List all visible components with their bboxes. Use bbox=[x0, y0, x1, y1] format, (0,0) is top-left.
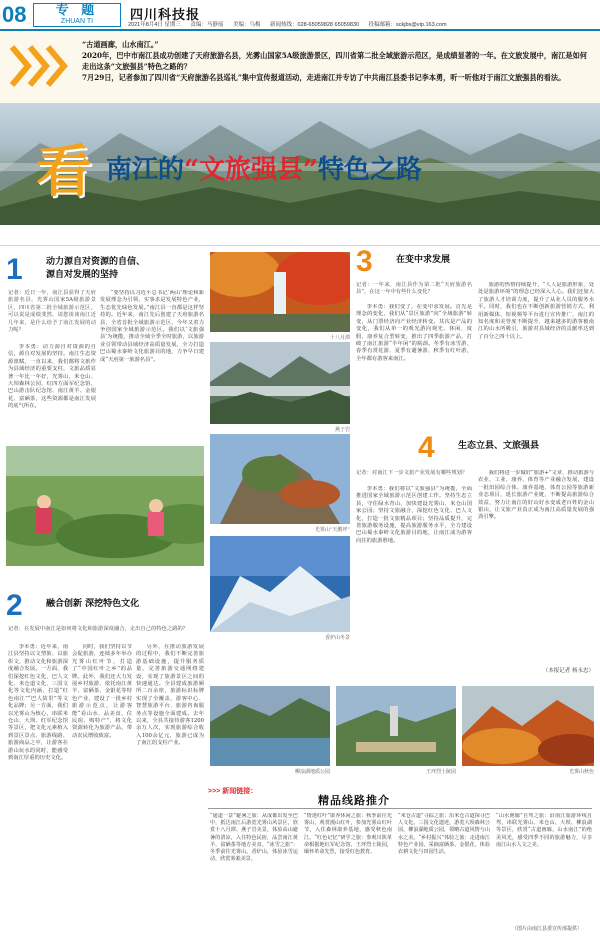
intro-paragraph-2: 7月29日，记者参加了四川省“天府旅游名县巡礼”集中宣传报道活动，走进南江并专访了中共南江县委书记李本勇，听一听他对于南江文旅强县的看法。 bbox=[82, 73, 566, 82]
section-name: 专 题 bbox=[55, 3, 99, 18]
photo-winter-peak bbox=[210, 536, 350, 632]
section-3-number: 3 bbox=[356, 245, 373, 278]
photo-martyrs-cemetery bbox=[336, 686, 456, 766]
section-2-col-1 bbox=[8, 644, 68, 932]
caption-photo-6: 王坪烈士陵园 bbox=[425, 769, 456, 775]
caption-photo-1: 十八月潭 bbox=[329, 335, 350, 341]
section-3-text-1: 李本勇：我们变了，在变中求发展。首先是理念的变化，我们从“景区旅游”向“全域旅游”转变，从门票经济向产业经济转变。其次是产品的变化，我们从单一的观光游向观光、休闲、度假、康养复合型转变，推出了四季旅游产品，打破了南江旅游“半年闲”的瓶颈。冬季有冰雪游、春季有赏花游、夏季有避暑游、秋季有红叶游，全年都有游客来南江。 bbox=[356, 304, 472, 362]
routes-title: 精品线路推介 bbox=[318, 794, 390, 807]
section-2-text-3: 另外，在推动旅游发展的过程中，我们不断完善旅游基础设施，提升服务质量，完善旅游交通网络建设，实现了旅游景区之间的快速通达。全县建成旅游厕所二百余座，旅游标识标牌实现了全覆盖，游客中心、智慧旅游平台、旅游咨询服务点等设施全面建成。去年以来，全县共接待游客1200余万人次，实现旅游综合收入100余亿元，旅游已成为了南江的支柱产业。 bbox=[136, 644, 204, 747]
title-post: 特色之路 bbox=[317, 155, 422, 185]
hero-kan-character: 看 bbox=[36, 139, 92, 205]
section-1-heading bbox=[6, 252, 206, 288]
section-3-text-2: 旅游的热情持续提升，“人人是旅游形象，处处是旅游环境”的理念已经深入人心。我们还加大了旅游人才培训力度，提升了从业人员的服务水平。同时，我们也在不断创新旅游营销方式，利用新媒体、短视频等平台进行宣传推广，南江的知名度和美誉度不断提升，越来越多的游客被南江的山水所吸引，旅游对县域经济的贡献率达到了百分之四十以上。 bbox=[478, 282, 594, 340]
section-2-col-2 bbox=[72, 644, 132, 932]
caption-photo-5: 柳浪湖地质公园 bbox=[294, 769, 330, 775]
section-3-title: 在变中求发展 bbox=[396, 255, 451, 265]
section-4-text-1: 李本勇：我们将以“文旅强县”为统揽，全面推进国家全域旅游示范区创建工作。坚持生态立县，守住绿水青山，加快建设光雾山、米仓山国家公园；坚持文旅融合，深挖红色文化、巴人文化，打造一批文旅精品项目；坚持品质提升，完善旅游服务设施，提高旅游服务水平，全力建设巴山蜀水秦岭文化旅游目的地，让南江成为游客向往的旅游胜地。 bbox=[356, 486, 472, 544]
section-4-question: 记者：对南江下一步文旅产业发展有哪些规划？ bbox=[356, 470, 468, 476]
photo-tea-picking bbox=[6, 446, 204, 566]
section-2-text-2: 同时，我们坚持以节会促旅游，连续多年举办光雾山红叶节，打造了“中国红叶之乡”的品牌。此外，我们还大力发展乡村旅游，依托南江黄羊、富硒茶、金银花等特色产业，建设了一批乡村旅游示范点，让游客能“看山水、品美食、住民宿、购特产”，将文化资源转化为旅游产品，带动农民增收致富。 bbox=[72, 644, 132, 739]
route-column-3: “米仓古道”寻踪之旅：沿米仓古道探寻巴人文化、三国文化遗迹，游览大坝森林公园、柳浪湖地质公园，领略古道风情与山水之美。“乡村振兴”体验之旅：走进南江特色产业园，采摘富硒茶、金银花，体验农耕文化与田园生活。 bbox=[398, 813, 490, 856]
caption-photo-4: 香炉山冬景 bbox=[324, 635, 350, 641]
route-column-4: “山水画廊”自驾之旅：沿南江旅游环线自驾，串联光雾山、米仓山、大坝、柳浪湖等景区，欣赏“古道画廊，山水南江”的绝美风光，感受四季不同的旅游魅力，尽享南江山水人文之美。 bbox=[496, 813, 592, 848]
section-label bbox=[33, 3, 121, 27]
route-column-2: “情迷红叶”康养休闲之旅：秋季前往光雾山，观赏漫山红叶，参加光雾山红叶节，入住森林康养基地，感受秋色南江。“红色记忆”研学之旅：参观川陕革命根据地红军纪念馆、王坪烈士陵园，缅怀革命先烈，接受红色教育。 bbox=[304, 813, 392, 856]
intro-quote: “古道画廊，山水南江。” bbox=[82, 40, 159, 49]
caption-photo-2: 燕子岩 bbox=[334, 427, 350, 433]
routes-divider bbox=[208, 808, 592, 809]
route-column-1: “通道一景”避暑之旅：从成都出发至巴中，抵达南江后游览光雾山风景区，欣赏十八月潭、燕子岩美景，体验高山避暑的清凉，入住特色民宿，品尝南江黄羊、富硒茶等地方美食。“冰雪之旅”：冬季前往光雾山、香炉山，体验冰雪运动，欣赏雾凇美景。 bbox=[210, 813, 298, 863]
photo-autumn-waterfall bbox=[210, 252, 350, 332]
photo-autumn-colors bbox=[462, 686, 594, 766]
section-3-question: 记者：一年来，南江县作为第二批“天府旅游名县”，在这一年中有些什么变化？ bbox=[356, 282, 472, 296]
section-1-title-line1: 动力源自对资源的自信、 bbox=[46, 257, 146, 267]
designer: 美编：乌梅 bbox=[232, 22, 261, 28]
editor: 责编：马静瑶 bbox=[190, 22, 224, 28]
email: 投稿邮箱：sckjbs@vip.163.com bbox=[368, 22, 447, 28]
section-2-heading bbox=[6, 588, 206, 624]
section-4-byline: （本报记者 杨永忠） bbox=[542, 668, 594, 674]
page-header bbox=[0, 0, 600, 30]
section-1-number: 1 bbox=[6, 253, 23, 286]
chevron-arrows-icon bbox=[8, 43, 72, 89]
news-link-label: >>> 新闻链接： bbox=[208, 788, 258, 795]
section-2-title: 融合创新 深挖特色文化 bbox=[46, 599, 140, 609]
section-1-col-1 bbox=[8, 344, 96, 440]
page-title bbox=[106, 150, 576, 190]
photo-credit: （图片由南江县委宣传部提供） bbox=[512, 926, 583, 932]
section-2-col-3 bbox=[136, 644, 204, 932]
intro-paragraph-1: 2020年，巴中市南江县成功创建了天府旅游名县，光雾山国家5A级旅游景区，四川省第二批全域旅游示范区，是成绩显著的一年。在文旅发展中，南江是如何走出这条“文旅强县”特色之路的？ bbox=[82, 51, 587, 71]
section-1-question: 记者：近日一年，南江县获得了天府旅游名县，光雾山国家5A级旅游景区，四川省第二批全域旅游示范区，可以说是成绩斐然，请您谈谈南江近几年来，是什么给予了南江发展的动力呢？ bbox=[8, 290, 96, 334]
section-1-text-2: “要坚持以习近平总书记‘两山’理论和新发展理念为引领，实事求是发展特色产业，生态优先绿色发展。”南江县一直都是这样坚持的。近年来，南江先后创建了天府旅游名县、全省首批全域旅游示范区，今年又着力争创国家全域旅游示范区。我们以‘文旅强县’为统揽，推动全域全季全时旅游，以旅游业引领带动县域经济高质量发展，全力打造巴山蜀水秦岭文化旅游目的地，力争早日建成“天府第一旅游名县”。 bbox=[100, 290, 204, 363]
hotline: 新闻热线：028-65059828 65059830 bbox=[270, 22, 359, 28]
intro-text bbox=[82, 39, 587, 83]
caption-photo-3: 光雾山“天鹅坪” bbox=[314, 527, 350, 533]
photo-geopark-lake bbox=[210, 686, 330, 766]
section-1-text-1: 李本勇：动力源自对资源的自信，源自对发展的坚持。南江生态资源禀赋，一直以来，我们都将文旅作为县域经济的重要支柱，文旅品质显著一年比一年好，光雾山、米仓山、大坝森林公园、红四方面军纪念馆、巴山游击队纪念馆、南江黄羊、金银花、富硒茶，这些资源都是南江发展的底气所在。 bbox=[8, 344, 96, 410]
section-1-col-2 bbox=[100, 290, 204, 440]
section-4-col-1 bbox=[356, 486, 472, 676]
section-name-en: ZHUAN TI bbox=[60, 18, 94, 25]
section-1-title bbox=[46, 256, 145, 282]
masthead: 四川科技报 bbox=[130, 8, 201, 23]
photo-swan-ridge bbox=[210, 434, 350, 524]
section-3-heading bbox=[356, 244, 596, 280]
title-pre: 南江的 bbox=[106, 155, 185, 185]
section-2-number: 2 bbox=[6, 589, 23, 622]
caption-photo-7: 光雾山秋色 bbox=[568, 769, 594, 775]
section-3-col-2 bbox=[478, 282, 594, 420]
section-2-text-1: 李本勇：近年来，南江县坚持以文塑旅、以旅彰文，推动文化和旅游深度融合发展。一方面，我们深挖红色文化、巴人文化、米仓道文化、三国文化等文化内涵，打造“红色南江”“巴人故里”等文化品牌；另一方面，我们以光雾山为核心，串联米仓山、大坝、红军纪念馆等景区，把文化元素植入到景区景点、旅游线路、旅游商品之中，让游客在游山玩水的同时，能感受到南江厚重的历史文化。 bbox=[8, 644, 68, 762]
section-4-heading bbox=[418, 430, 594, 466]
section-4-text-2: 我们将进一步做好“旅游+”文章，推动旅游与农业、工业、康养、体育等产业融合发展，建设一批田园综合体、康养基地、体育公园等旅游新业态项目，延长旅游产业链，不断提高旅游综合效益，努力让南江的好山好水变成老百姓的金山银山，让文旅产业真正成为南江高质量发展的强劲引擎。 bbox=[478, 470, 594, 521]
photo-mountain-mist bbox=[210, 342, 350, 424]
header-meta bbox=[128, 20, 598, 28]
section-1-title-line2: 源自对发展的坚持 bbox=[46, 270, 119, 280]
section-4-col-2 bbox=[478, 470, 594, 666]
section-2-question: 记者：在发展中南江是如何将文化和旅游深度融合，走出自己的特色之路的？ bbox=[8, 626, 189, 632]
section-4-number: 4 bbox=[418, 431, 435, 464]
title-highlight: “文旅强县” bbox=[184, 155, 318, 185]
section-3-col-1 bbox=[356, 304, 472, 420]
intro-block bbox=[0, 31, 600, 103]
page-number: 08 bbox=[2, 2, 27, 27]
date: 2021年8月4日 星期三 bbox=[128, 22, 181, 28]
section-4-title: 生态立县、文旅强县 bbox=[458, 441, 540, 451]
